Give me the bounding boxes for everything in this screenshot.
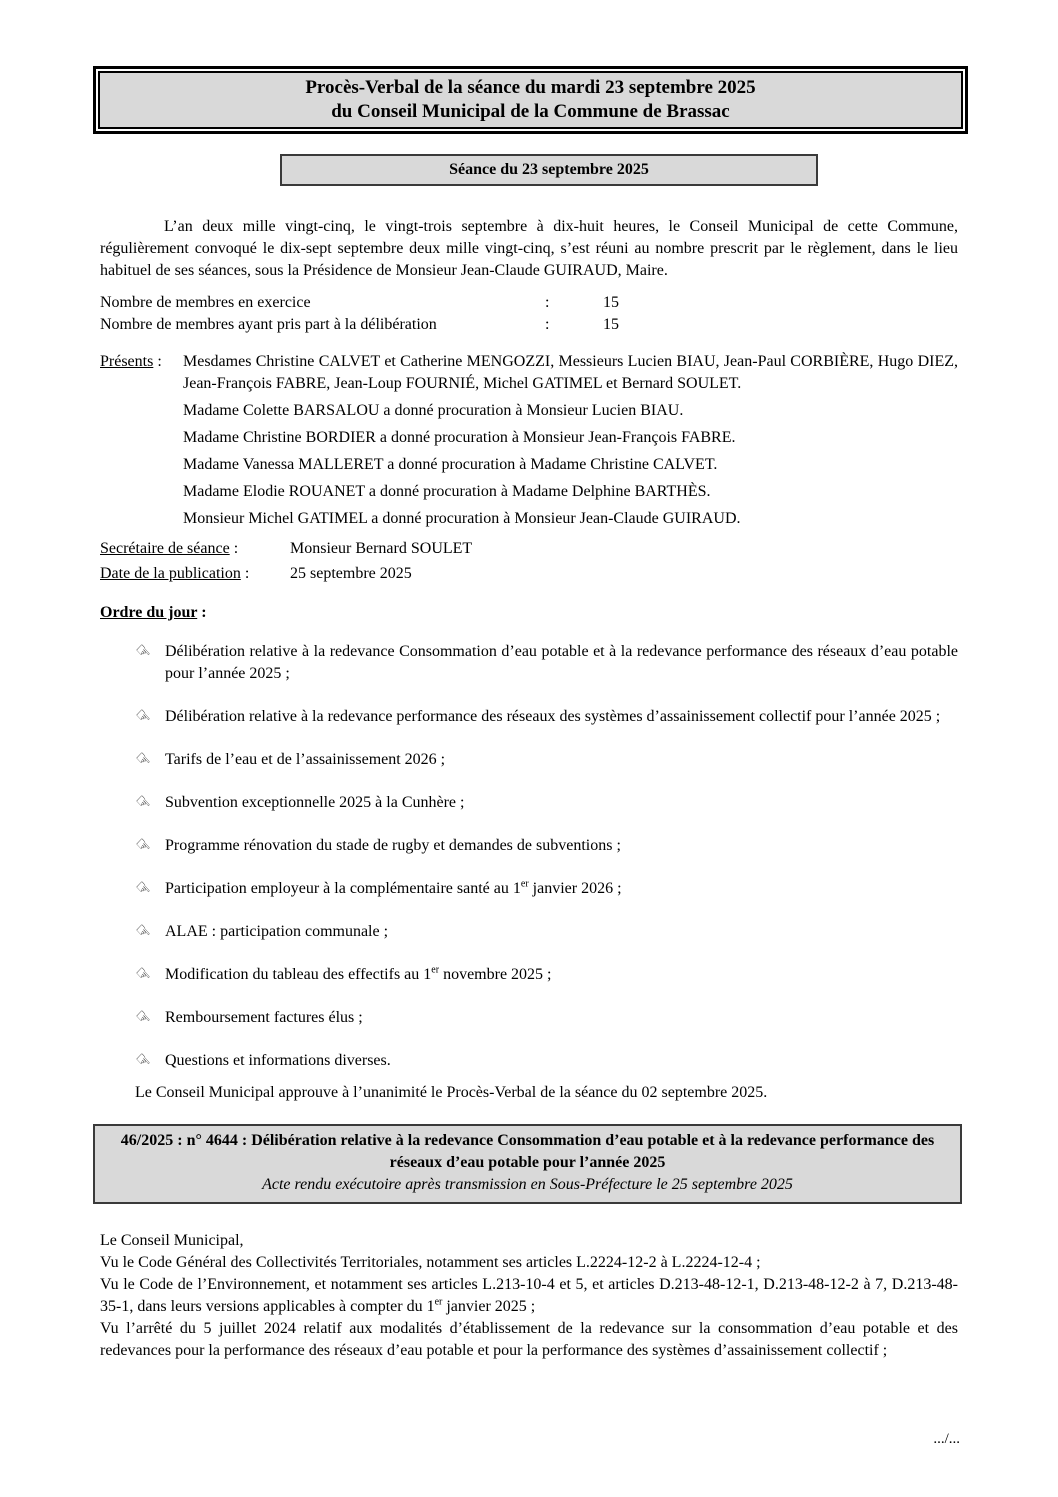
considerations-block — [100, 1230, 958, 1362]
presents-text: Mesdames Christine CALVET et Catherine MENGOZZI, Messieurs Lucien BIAU, Jean-Paul CORBIÈRE, Hugo DIEZ, Jean-François FABRE, Jean-Loup FOURNIÉ, Michel GATIMEL et Bernard SOULET. — [183, 353, 958, 392]
title-line-2: du Conseil Municipal de la Commune de Brassac — [331, 101, 730, 122]
procuration-line: Monsieur Michel GATIMEL a donné procuration à Monsieur Jean-Claude GUIRAUD. — [183, 510, 741, 527]
pointing-hand-icon — [135, 793, 165, 815]
agenda-heading: Ordre du jour : — [100, 604, 207, 621]
secretary-row — [100, 538, 958, 560]
agenda-item: ☞ Remboursement factures élus ; — [100, 1007, 958, 1029]
intro-paragraph: L’an deux mille vingt-cinq, le vingt-trois septembre à dix-huit heures, le Conseil Municipal de cette Commune, régulièrement convoqué le dix-sept septembre deux mille vingt-cinq, s’est réuni au nombre prescrit par le règlement, dans le lieu habituel de ses séances, sous la Présidence de Monsieur Jean-Claude GUIRAUD, Maire. — [100, 218, 958, 279]
members-count-block — [100, 292, 958, 336]
deliberation-title: 46/2025 : n° 4644 : Délibération relative à la redevance Consommation d’eau potable et à la redevance performance des réseaux d’eau potable pour l’année 2025 — [120, 1132, 935, 1171]
members-deliberation-label: Nombre de membres ayant pris part à la délibération — [100, 316, 437, 333]
consideration-line: Le Conseil Municipal, — [100, 1232, 244, 1249]
agenda-list — [100, 641, 958, 1072]
procuration-line: Madame Colette BARSALOU a donné procuration à Monsieur Lucien BIAU. — [183, 402, 684, 419]
secretary-value: Monsieur Bernard SOULET — [290, 540, 473, 557]
publication-label: Date de la publication : — [100, 565, 250, 582]
publication-row — [100, 563, 958, 585]
presents-label: Présents : — [100, 353, 162, 370]
agenda-item: ☞ Subvention exceptionnelle 2025 à la Cunhère ; — [100, 792, 958, 814]
procuration-line: Madame Christine BORDIER a donné procuration à Monsieur Jean-François FABRE. — [183, 429, 736, 446]
agenda-item: ☞ ALAE : participation communale ; — [100, 921, 958, 943]
pointing-hand-icon — [135, 879, 165, 901]
title-box — [93, 66, 968, 134]
members-exercice-value: 15 — [603, 294, 619, 311]
title-line-1: Procès-Verbal de la séance du mardi 23 septembre 2025 — [305, 77, 756, 98]
deliberation-subtitle: Acte rendu exécutoire après transmission en Sous-Préfecture le 25 septembre 2025 — [262, 1176, 793, 1193]
presents-block — [100, 351, 958, 395]
members-exercice-row — [100, 292, 958, 314]
agenda-item: ☞ Programme rénovation du stade de rugby et demandes de subventions ; — [100, 835, 958, 857]
consideration-line: Vu le Code de l’Environnement, et notamment ses articles L.213-10-4 et 5, et articles D.213-48-12-1, D.213-48-12-2 à 7, D.213-48-35-1, dans leurs versions applicables à compter du 1er janvier 2025 ; — [100, 1276, 958, 1315]
consideration-line: Vu l’arrêté du 5 juillet 2024 relatif aux modalités d’établissement de la redevance sur la consommation d’eau potable et des redevances pour la performance des réseaux d’eau potable et pour la performance des systèmes d’assainissement collectif ; — [100, 1320, 958, 1359]
continuation-mark: .../... — [933, 1431, 960, 1447]
agenda-item: ☞ Questions et informations diverses. — [100, 1050, 958, 1072]
pointing-hand-icon — [135, 922, 165, 944]
pointing-hand-icon — [135, 707, 165, 729]
procurations-block — [183, 400, 958, 530]
members-exercice-label: Nombre de membres en exercice — [100, 294, 311, 311]
publication-value: 25 septembre 2025 — [290, 565, 412, 582]
pointing-hand-icon — [135, 965, 165, 987]
session-banner: Séance du 23 septembre 2025 — [280, 154, 818, 186]
agenda-item: ☞ Délibération relative à la redevance performance des réseaux des systèmes d’assainissement collectif pour l’année 2025 ; — [100, 706, 958, 728]
agenda-item: ☞ Participation employeur à la complémentaire santé au 1er janvier 2026 ; — [100, 878, 958, 900]
pointing-hand-icon — [135, 1051, 165, 1073]
secretary-label: Secrétaire de séance : — [100, 540, 239, 557]
agenda-item: ☞ Délibération relative à la redevance Consommation d’eau potable et à la redevance performance des réseaux d’eau potable pour l’année 2025 ; — [100, 641, 958, 685]
pointing-hand-icon — [135, 836, 165, 858]
members-deliberation-colon: : — [545, 316, 550, 333]
procuration-line: Madame Vanessa MALLERET a donné procuration à Madame Christine CALVET. — [183, 456, 718, 473]
consideration-line: Vu le Code Général des Collectivités Territoriales, notamment ses articles L.2224-12-2 à L.2224-12-4 ; — [100, 1254, 761, 1271]
pointing-hand-icon — [135, 1008, 165, 1030]
pointing-hand-icon — [135, 642, 165, 686]
members-exercice-colon: : — [545, 294, 550, 311]
deliberation-box — [93, 1124, 962, 1204]
agenda-item: ☞ Modification du tableau des effectifs au 1er novembre 2025 ; — [100, 964, 958, 986]
agenda-item: ☞ Tarifs de l’eau et de l’assainissement 2026 ; — [100, 749, 958, 771]
members-deliberation-value: 15 — [603, 316, 619, 333]
title-box-inner — [98, 71, 963, 129]
pointing-hand-icon — [135, 750, 165, 772]
meta-rows — [100, 538, 958, 585]
members-deliberation-row — [100, 314, 958, 336]
approval-line: Le Conseil Municipal approuve à l’unanimité le Procès-Verbal de la séance du 02 septembre 2025. — [135, 1084, 768, 1101]
procuration-line: Madame Elodie ROUANET a donné procuration à Madame Delphine BARTHÈS. — [183, 483, 711, 500]
